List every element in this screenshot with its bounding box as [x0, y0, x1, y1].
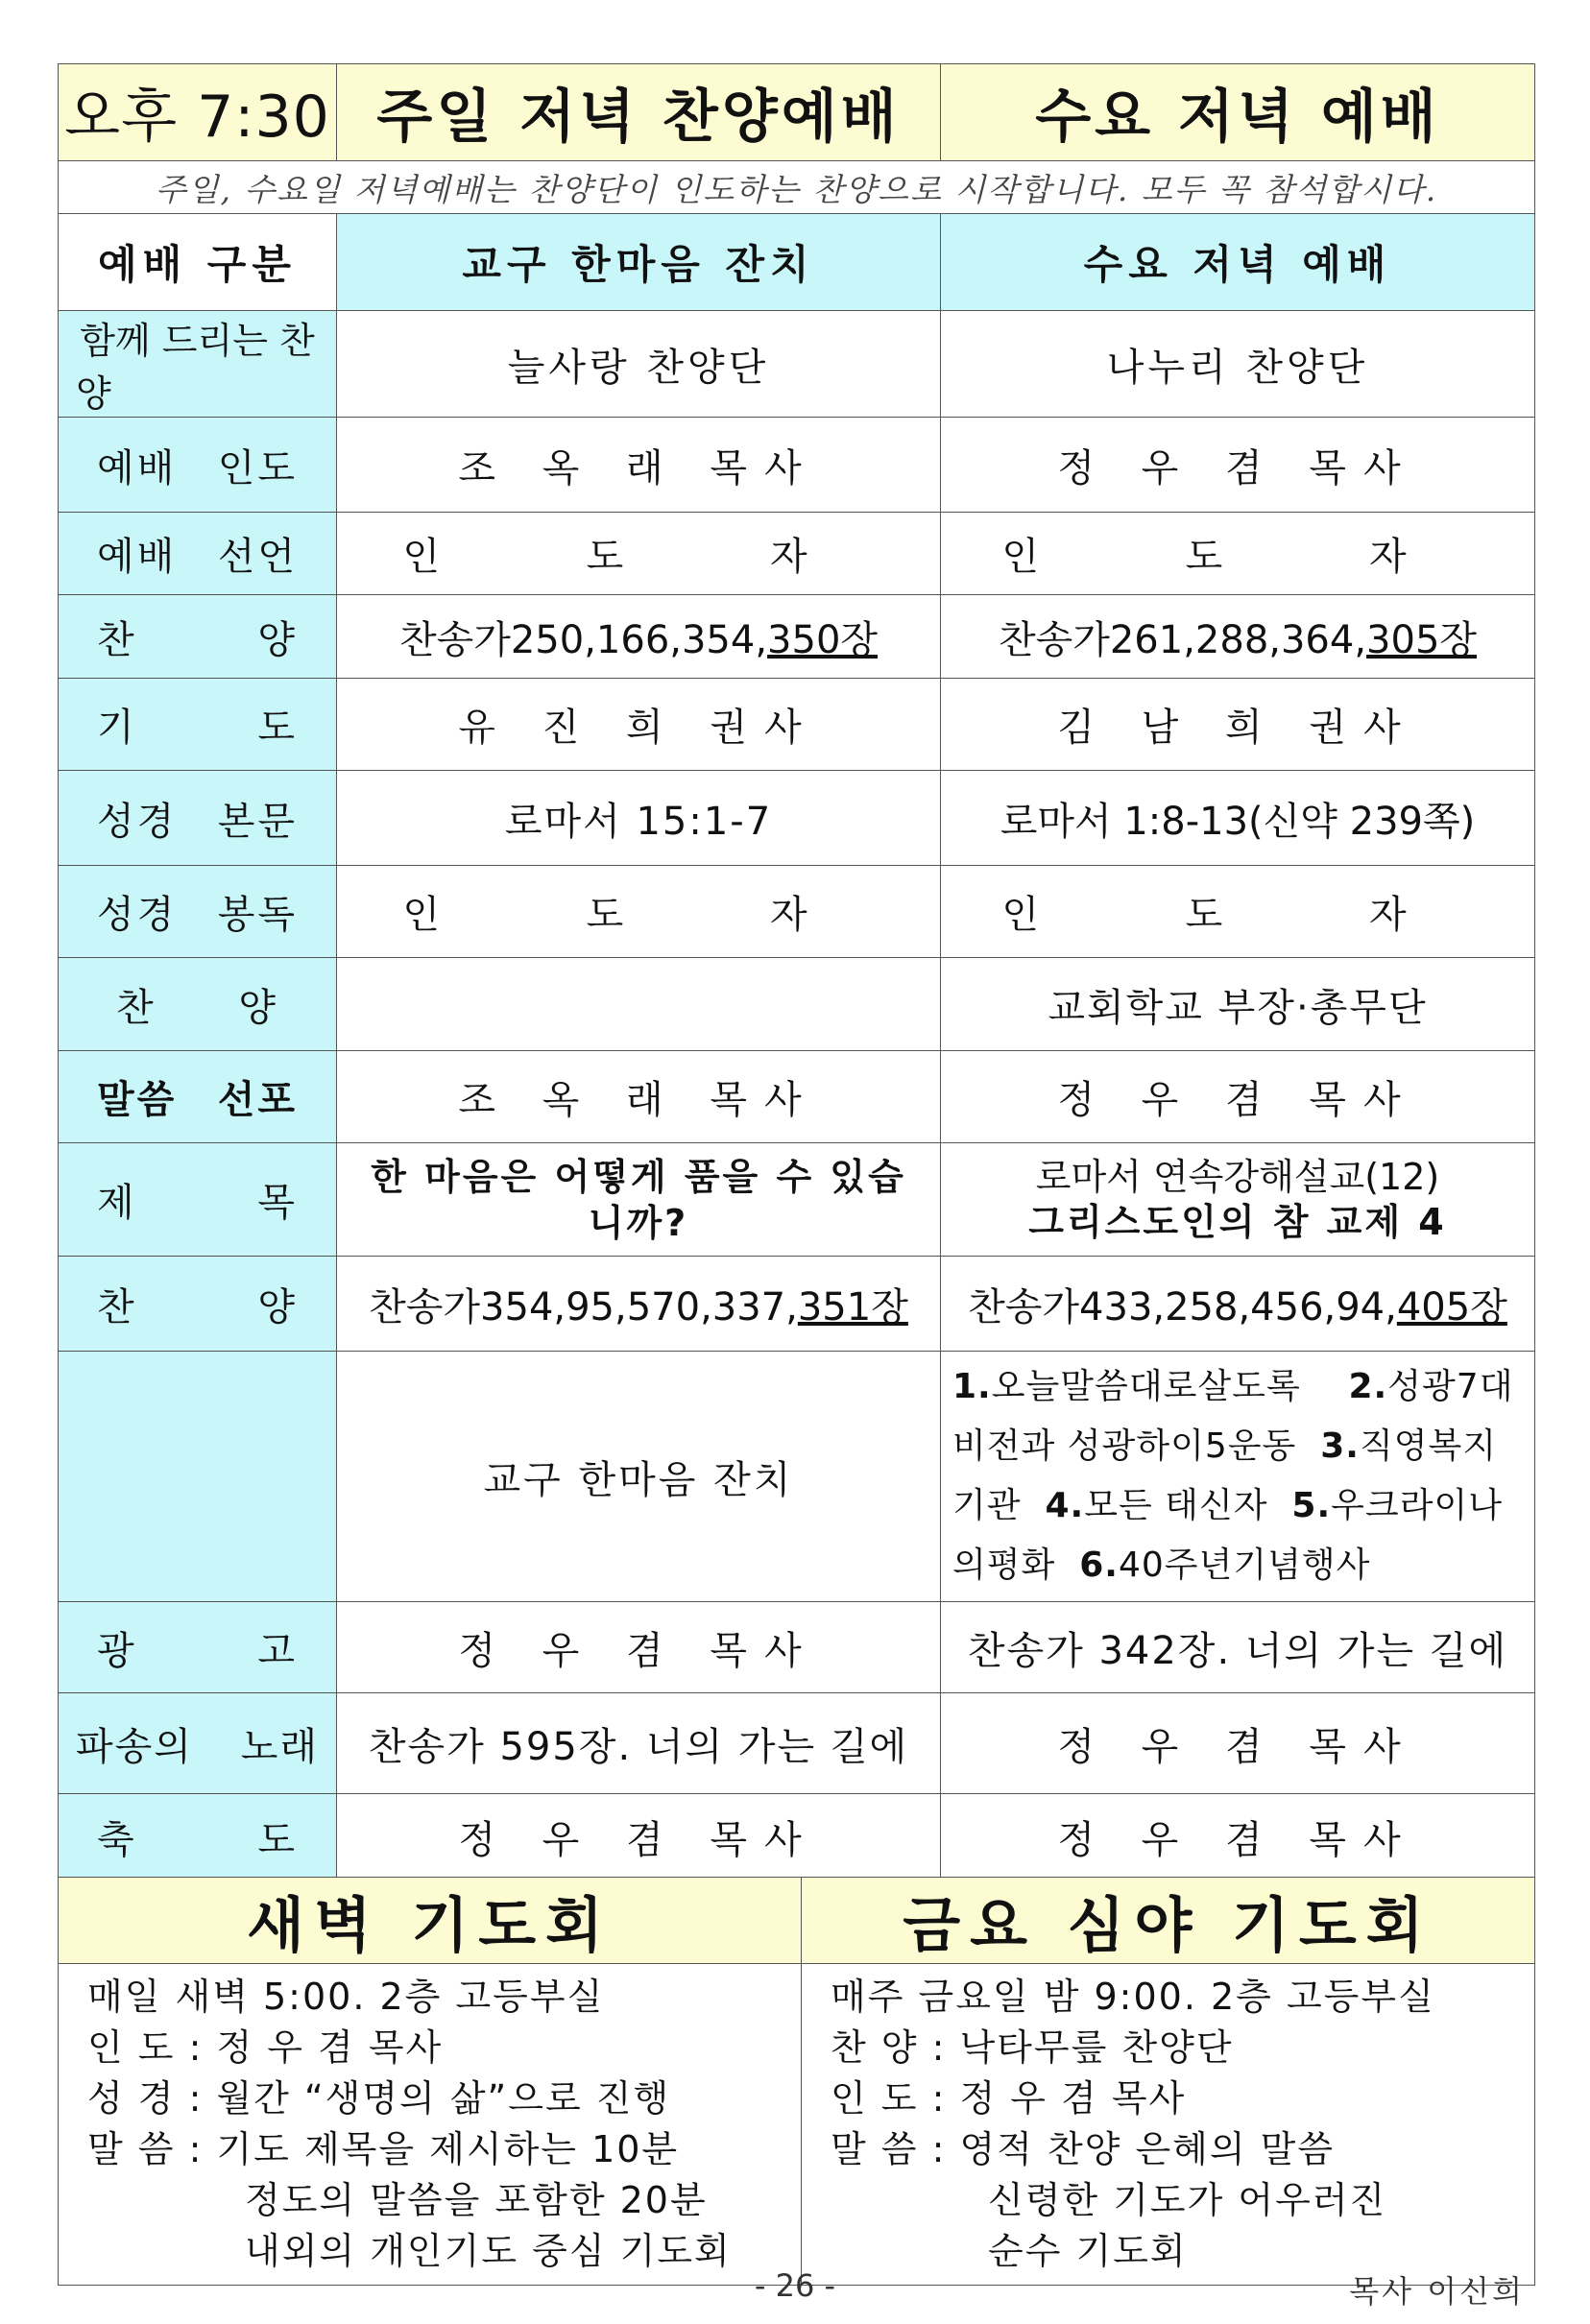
- row-label: 광 고: [59, 1602, 337, 1693]
- row-label: 예배 인도: [59, 418, 337, 513]
- dawn-line: 성 경 : 월간 “생명의 삶”으로 진행: [87, 2077, 671, 2120]
- row-label: 축 도: [59, 1794, 337, 1881]
- friday-line: 신령한 기도가 어우러진: [988, 2179, 1387, 2221]
- header-left: 교구 한마음 잔치: [337, 214, 941, 311]
- table-row: [59, 311, 1535, 418]
- table-row: [59, 866, 1535, 958]
- wednesday-evening-title: 수요 저녁 예배: [941, 64, 1535, 161]
- friday-prayer-details: [802, 1964, 1535, 2286]
- table-row: [59, 1693, 1535, 1794]
- prayer-meetings-table: [58, 1877, 1535, 2286]
- prayer-notes: [941, 1352, 1535, 1602]
- right-value: 인 도 자: [941, 513, 1535, 595]
- note-text: 직영복지기관: [952, 1426, 1498, 1525]
- hymn-last: 350장: [767, 617, 879, 662]
- friday-line: 매주 금요일 밤 9:00. 2층 고등부실: [831, 1976, 1435, 2018]
- row-label: 예배 선언: [59, 513, 337, 595]
- table-row: [59, 1352, 1535, 1602]
- title-row: [59, 64, 1535, 161]
- dawn-prayer-details: [59, 1964, 802, 2286]
- left-value: 조 옥 래 목사: [337, 1051, 941, 1143]
- right-value: 나누리 찬양단: [941, 311, 1535, 418]
- hymn-last: 405장: [1396, 1284, 1507, 1330]
- dawn-line: 정도의 말씀을 포함한 20분: [245, 2179, 708, 2221]
- dawn-line: 인 도 : 정 우 겸 목사: [87, 2026, 444, 2069]
- row-label: 찬 양: [59, 958, 337, 1051]
- right-value: 교회학교 부장·총무단: [941, 958, 1535, 1051]
- right-value: [941, 595, 1535, 679]
- left-value: 로마서 15:1-7: [337, 771, 941, 866]
- header-right: 수요 저녁 예배: [941, 214, 1535, 311]
- note-number: 5.: [1291, 1486, 1332, 1525]
- row-label: 찬 양: [59, 1257, 337, 1352]
- dawn-line: 내외의 개인기도 중심 기도회: [245, 2230, 732, 2272]
- note-text: 40주년기념행사: [1118, 1545, 1371, 1585]
- row-label: 함께 드리는 찬양: [59, 311, 337, 418]
- note-number: 4.: [1045, 1486, 1085, 1525]
- left-value: [337, 1257, 941, 1352]
- table-row: [59, 595, 1535, 679]
- friday-line: 찬 양 : 낙타무릎 찬양단: [831, 2026, 1234, 2069]
- table-row: [59, 513, 1535, 595]
- hymn-last: 351장: [797, 1284, 908, 1330]
- left-value: 정 우 겸 목사: [337, 1794, 941, 1881]
- sermon-title-right: 그리스도인의 참 교제 4: [1028, 1200, 1447, 1243]
- note-number: 2.: [1348, 1367, 1388, 1406]
- left-value: 유 진 희 권사: [337, 679, 941, 771]
- table-row: [59, 1794, 1535, 1881]
- friday-line: 말 씀 : 영적 찬양 은혜의 말씀: [831, 2128, 1336, 2170]
- right-value: [941, 1143, 1535, 1257]
- right-value: 인 도 자: [941, 866, 1535, 958]
- dawn-prayer-title: 새벽 기도회: [59, 1878, 802, 1964]
- note-text: 성광7대비전과 성광하이5운동: [952, 1367, 1514, 1466]
- note-number: 3.: [1320, 1426, 1360, 1466]
- right-value: [941, 1257, 1535, 1352]
- table-row: [59, 679, 1535, 771]
- table-row: [59, 1257, 1535, 1352]
- sunday-evening-title: 주일 저녁 찬양예배: [337, 64, 941, 161]
- right-value: 로마서 1:8-13(신약 239쪽): [941, 771, 1535, 866]
- note-text: 모든 태신자: [1084, 1486, 1268, 1525]
- right-value: 정 우 겸 목사: [941, 1794, 1535, 1881]
- row-label: 성경 봉독: [59, 866, 337, 958]
- header-row: [59, 214, 1535, 311]
- table-row: [59, 958, 1535, 1051]
- left-value: 인 도 자: [337, 513, 941, 595]
- table-row: [59, 771, 1535, 866]
- right-value: 정 우 겸 목사: [941, 1051, 1535, 1143]
- notice-row: [59, 161, 1535, 214]
- table-row: [59, 1143, 1535, 1257]
- friday-line: 순수 기도회: [988, 2230, 1188, 2272]
- hymn-list: 찬송가261,288,364,: [998, 617, 1367, 662]
- sermon-series: 로마서 연속강해설교(12): [1035, 1155, 1440, 1198]
- left-value: 늘사랑 찬양단: [337, 311, 941, 418]
- row-label: 말씀 선포: [59, 1051, 337, 1143]
- left-value: 인 도 자: [337, 866, 941, 958]
- friday-line: 인 도 : 정 우 겸 목사: [831, 2077, 1187, 2120]
- left-value: 정 우 겸 목사: [337, 1602, 941, 1693]
- hymn-last: 305장: [1366, 617, 1478, 662]
- service-time: 오후 7:30: [59, 64, 337, 161]
- hymn-list: 찬송가433,258,456,94,: [968, 1284, 1397, 1330]
- left-value: [337, 595, 941, 679]
- table-row: [59, 418, 1535, 513]
- right-value: 정 우 겸 목사: [941, 418, 1535, 513]
- row-label: 기 도: [59, 679, 337, 771]
- header-category: 예배 구분: [59, 214, 337, 311]
- right-value: 찬송가 342장. 너의 가는 길에: [941, 1602, 1535, 1693]
- dawn-line: 말 씀 : 기도 제목을 제시하는 10분: [87, 2128, 680, 2170]
- sermon-title-left: 한 마음은 어떻게 품을 수 있습니까?: [337, 1143, 941, 1257]
- row-label: 파송의 노래: [59, 1693, 337, 1794]
- dawn-line: 매일 새벽 5:00. 2층 고등부실: [87, 1976, 605, 2018]
- page-number: - 26 -: [754, 2267, 836, 2304]
- friday-prayer-title: 금요 심야 기도회: [802, 1878, 1535, 1964]
- left-value: 찬송가 595장. 너의 가는 길에: [337, 1693, 941, 1794]
- note-text: 우크라이나의평화: [952, 1486, 1504, 1585]
- note-text: 오늘말씀대로살도록: [991, 1367, 1301, 1406]
- right-value: 김 남 희 권사: [941, 679, 1535, 771]
- note-number: 1.: [952, 1367, 992, 1406]
- author-credit: 목사 이신희: [1349, 2273, 1525, 2310]
- note-number: 6.: [1079, 1545, 1119, 1585]
- row-label: 성경 본문: [59, 771, 337, 866]
- hymn-list: 찬송가354,95,570,337,: [369, 1284, 798, 1330]
- left-value: 교구 한마음 잔치: [337, 1352, 941, 1602]
- right-value: 정 우 겸 목사: [941, 1693, 1535, 1794]
- row-label: 제 목: [59, 1143, 337, 1257]
- notice-text: 주일, 수요일 저녁예배는 찬양단이 인도하는 찬양으로 시작합니다. 모두 꼭 참석합시다.: [59, 161, 1535, 214]
- worship-schedule-table: [58, 63, 1535, 1881]
- table-row: [59, 1051, 1535, 1143]
- left-value: [337, 958, 941, 1051]
- hymn-list: 찬송가250,166,354,: [398, 617, 768, 662]
- row-label: [59, 1352, 337, 1602]
- left-value: 조 옥 래 목사: [337, 418, 941, 513]
- table-row: [59, 1602, 1535, 1693]
- row-label: 찬 양: [59, 595, 337, 679]
